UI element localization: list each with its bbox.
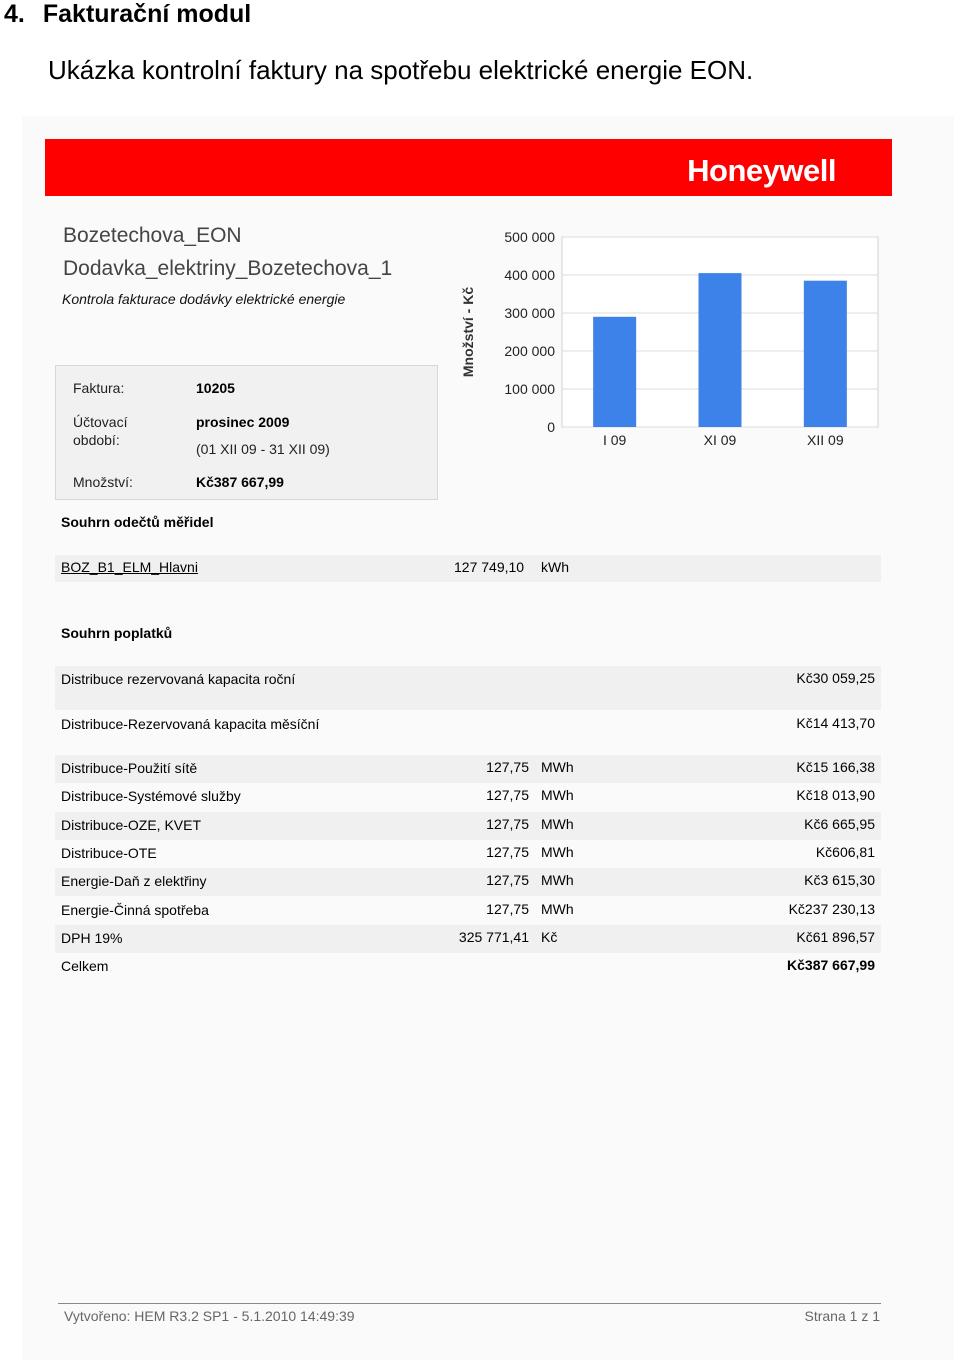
meter-unit: kWh <box>541 559 569 575</box>
x-tick-label: XII 09 <box>807 432 844 448</box>
brand-banner <box>45 139 892 196</box>
fee-unit: MWh <box>541 759 574 775</box>
footer-divider <box>58 1303 881 1304</box>
fee-amount: Kč61 896,57 <box>796 929 875 945</box>
bar <box>699 273 742 427</box>
intro-text: Ukázka kontrolní faktury na spotřebu elektrické energie EON. <box>48 55 754 85</box>
y-tick-label: 300 000 <box>504 305 555 321</box>
fee-row <box>55 666 881 710</box>
footer-created: Vytvořeno: HEM R3.2 SP1 - 5.1.2010 14:49:39 <box>64 1308 355 1324</box>
fee-quantity: 127,75 <box>486 787 529 803</box>
fee-amount: Kč18 013,90 <box>796 787 875 803</box>
fee-label: DPH 19% <box>61 930 123 946</box>
fee-unit: MWh <box>541 787 574 803</box>
fee-label: Distribuce-OTE <box>61 845 157 861</box>
section-title <box>4 0 251 29</box>
invoice-info-box <box>55 365 438 500</box>
meter-value: 127 749,10 <box>454 559 525 575</box>
y-tick-label: 400 000 <box>504 267 555 283</box>
invoice-label: Faktura: <box>73 380 125 396</box>
fee-amount: Kč15 166,38 <box>796 759 875 775</box>
x-tick-label: I 09 <box>602 432 627 448</box>
period-label-line1: Účtovací <box>73 414 128 430</box>
fee-row <box>55 840 881 868</box>
fee-quantity: 325 771,41 <box>458 929 529 945</box>
fee-label: Distribuce-OZE, KVET <box>61 817 202 833</box>
fee-row <box>55 783 881 811</box>
fee-label: Distribuce-Použití sítě <box>61 760 198 776</box>
footer-page: Strana 1 z 1 <box>804 1308 880 1324</box>
fee-quantity: 127,75 <box>486 759 529 775</box>
honeywell-logo: Honeywell <box>687 153 836 188</box>
fee-label: Energie-Činná spotřeba <box>61 902 209 918</box>
fee-quantity: 127,75 <box>486 901 529 917</box>
fee-label: Celkem <box>61 958 109 974</box>
fee-label: Distribuce rezervovaná kapacita roční <box>61 671 296 687</box>
amount-value: Kč387 667,99 <box>196 474 284 490</box>
bar <box>593 317 636 427</box>
fee-amount: Kč606,81 <box>815 844 875 860</box>
meter-name-link[interactable]: BOZ_B1_ELM_Hlavni <box>61 559 198 575</box>
section-title-text: Fakturační modul <box>42 0 252 28</box>
amount-label: Množství: <box>73 474 133 490</box>
fee-quantity: 127,75 <box>486 844 529 860</box>
fee-row <box>55 755 881 783</box>
invoice-value: 10205 <box>196 380 235 396</box>
fee-row <box>55 812 881 840</box>
fee-unit: MWh <box>541 901 574 917</box>
bar <box>804 281 847 427</box>
cost-bar-chart <box>455 222 895 462</box>
meter-row <box>55 555 881 582</box>
fee-amount: Kč387 667,99 <box>787 957 875 973</box>
fee-amount: Kč14 413,70 <box>796 715 875 731</box>
fee-unit: Kč <box>541 929 558 945</box>
fees-heading: Souhrn poplatků <box>61 625 173 641</box>
fee-unit: MWh <box>541 816 574 832</box>
fee-quantity: 127,75 <box>486 872 529 888</box>
period-label-line2: období: <box>73 432 120 448</box>
fee-amount: Kč237 230,13 <box>788 901 875 917</box>
y-tick-label: 100 000 <box>504 381 555 397</box>
fee-row <box>55 925 881 953</box>
x-tick-label: XI 09 <box>703 432 737 448</box>
fee-unit: MWh <box>541 844 574 860</box>
fee-row <box>55 711 881 755</box>
fee-label: Energie-Daň z elektřiny <box>61 873 207 889</box>
fee-label: Distribuce-Systémové služby <box>61 788 241 804</box>
fee-amount: Kč6 665,95 <box>804 816 875 832</box>
section-number: 4. <box>4 0 25 28</box>
fee-unit: MWh <box>541 872 574 888</box>
fee-row <box>55 953 881 981</box>
fee-row <box>55 897 881 925</box>
period-range: (01 XII 09 - 31 XII 09) <box>196 441 330 457</box>
report-subname: Dodavka_elektriny_Bozetechova_1 <box>63 257 393 280</box>
period-value: prosinec 2009 <box>196 414 290 430</box>
fee-amount: Kč3 615,30 <box>804 872 875 888</box>
report-name: Bozetechova_EON <box>63 224 242 247</box>
fee-quantity: 127,75 <box>486 816 529 832</box>
meters-heading: Souhrn odečtů měřidel <box>61 514 214 530</box>
fee-row <box>55 868 881 896</box>
y-tick-label: 500 000 <box>504 229 555 245</box>
report-description: Kontrola fakturace dodávky elektrické energie <box>62 291 346 307</box>
y-tick-label: 0 <box>547 419 555 435</box>
fee-amount: Kč30 059,25 <box>796 670 875 686</box>
fee-label: Distribuce-Rezervovaná kapacita měsíční <box>61 716 320 732</box>
y-tick-label: 200 000 <box>504 343 555 359</box>
y-axis-label: Množství - Kč <box>460 286 476 378</box>
